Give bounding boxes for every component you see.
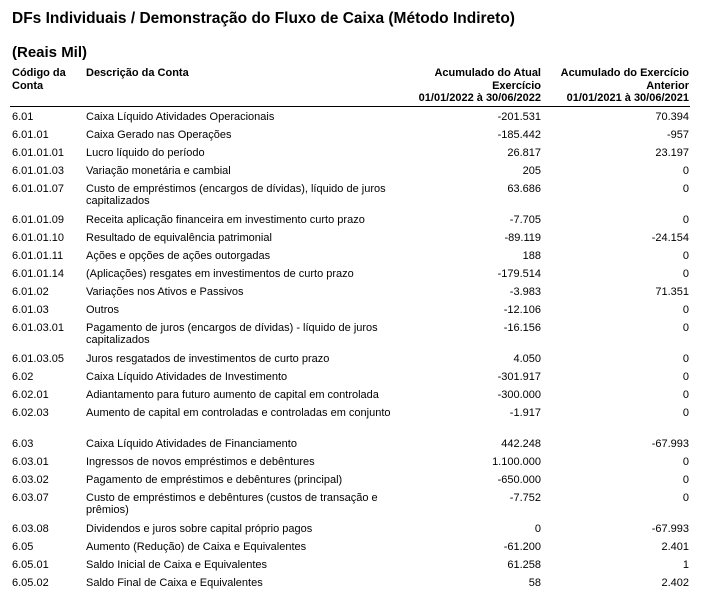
previous-period-value: 0 <box>682 407 689 419</box>
previous-period-value: -24.154 <box>651 232 689 244</box>
table-row <box>0 266 706 284</box>
current-period-value: 58 <box>528 577 541 589</box>
current-period-value: -12.106 <box>503 304 541 316</box>
account-description: Ingressos de novos empréstimos e debêntures <box>86 456 315 468</box>
account-description: (Aplicações) resgates em investimentos de curto prazo <box>86 268 354 280</box>
previous-period-value: 0 <box>682 492 689 504</box>
table-row <box>0 127 706 145</box>
column-header-code-line: Conta <box>12 79 44 92</box>
current-period-value: -3.983 <box>509 286 541 298</box>
account-code: 6.02.01 <box>12 389 49 401</box>
table-row <box>0 248 706 266</box>
current-period-value: 63.686 <box>507 183 541 195</box>
account-description: Receita aplicação financeira em investimento curto prazo <box>86 214 365 226</box>
current-period-value: -61.200 <box>503 541 541 553</box>
account-code: 6.05.01 <box>12 559 49 571</box>
account-code: 6.01.03.05 <box>12 353 64 365</box>
column-header-previous-line: Acumulado do Exercício <box>560 67 689 79</box>
previous-period-value: 0 <box>682 371 689 383</box>
current-period-value: -185.442 <box>497 129 541 141</box>
current-period-value: 61.258 <box>507 559 541 571</box>
account-description: Juros resgatados de investimentos de curto prazo <box>86 353 330 365</box>
current-period-value: -89.119 <box>504 232 541 244</box>
cash-flow-table-body <box>0 109 706 593</box>
table-row <box>0 490 706 521</box>
account-description: Pagamento de empréstimos e debêntures (principal) <box>86 474 343 486</box>
account-code: 6.03.02 <box>12 474 49 486</box>
account-code: 6.05 <box>12 541 34 553</box>
account-code: 6.02 <box>12 371 34 383</box>
table-row <box>0 212 706 230</box>
current-period-value: -650.000 <box>497 474 541 486</box>
account-description: Variações nos Ativos e Passivos <box>86 286 244 298</box>
previous-period-value: 0 <box>682 322 689 334</box>
account-code: 6.01.01 <box>12 129 49 141</box>
table-row <box>0 230 706 248</box>
current-period-value: -1.917 <box>509 407 541 419</box>
account-code: 6.01.03.01 <box>12 322 64 334</box>
account-code: 6.01.01.09 <box>12 214 64 226</box>
column-header-description-label: Descrição da Conta <box>86 67 189 79</box>
previous-period-value: 2.401 <box>661 541 689 553</box>
account-description: Custo de empréstimos (encargos de dívidas), líquido de juros capitalizados <box>86 183 386 207</box>
account-description: Caixa Líquido Atividades de Financiamento <box>86 438 297 450</box>
account-description: Saldo Inicial de Caixa e Equivalentes <box>86 559 268 571</box>
table-row <box>0 539 706 557</box>
current-period-value: -201.531 <box>497 111 541 123</box>
account-code: 6.01.01.01 <box>12 147 64 159</box>
account-code: 6.03.01 <box>12 456 49 468</box>
account-description: Saldo Final de Caixa e Equivalentes <box>86 577 263 589</box>
previous-period-value: 0 <box>682 353 689 365</box>
table-row <box>0 472 706 490</box>
column-header-current-dates: 01/01/2022 à 30/06/2022 <box>418 92 541 104</box>
current-period-value: 188 <box>522 250 541 262</box>
previous-period-value: 0 <box>682 304 689 316</box>
column-header-previous-period <box>546 67 689 105</box>
account-description: Outros <box>86 304 120 316</box>
account-code: 6.02.03 <box>12 407 49 419</box>
page-title: DFs Individuais / Demonstração do Fluxo de Caixa (Método Indireto) <box>12 10 515 27</box>
current-period-value: 4.050 <box>513 353 541 365</box>
previous-period-value: -67.993 <box>651 523 689 535</box>
account-code: 6.03.08 <box>12 523 49 535</box>
account-description: Aumento (Redução) de Caixa e Equivalentes <box>86 541 307 553</box>
account-code: 6.03.07 <box>12 492 49 504</box>
current-period-value: -16.156 <box>503 322 541 334</box>
previous-period-value: 0 <box>682 389 689 401</box>
current-period-value: 442.248 <box>501 438 541 450</box>
account-description: Adiantamento para futuro aumento de capital em controlada <box>86 389 379 401</box>
account-description: Caixa Líquido Atividades Operacionais <box>86 111 275 123</box>
account-code: 6.01.01.10 <box>12 232 64 244</box>
column-header-previous-dates: 01/01/2021 à 30/06/2021 <box>566 92 689 104</box>
previous-period-value: 23.197 <box>655 147 689 159</box>
column-header-current-line: Exercício <box>492 79 541 92</box>
account-code: 6.01.01.07 <box>12 183 64 195</box>
column-header-current-line: Acumulado do Atual <box>434 67 541 79</box>
account-code: 6.01.03 <box>12 304 49 316</box>
previous-period-value: 0 <box>682 456 689 468</box>
column-header-current-period <box>396 67 541 105</box>
previous-period-value: 0 <box>682 474 689 486</box>
current-period-value: -300.000 <box>497 389 541 401</box>
current-period-value: -7.705 <box>509 214 541 226</box>
account-code: 6.01 <box>12 111 34 123</box>
account-description: Aumento de capital em controladas e controladas em conjunto <box>86 407 391 419</box>
current-period-value: 0 <box>534 523 541 535</box>
table-row <box>0 436 706 454</box>
account-code: 6.01.01.03 <box>12 165 64 177</box>
current-period-value: -7.752 <box>509 492 541 504</box>
account-code: 6.03 <box>12 438 34 450</box>
table-row <box>0 557 706 575</box>
current-period-value: 205 <box>522 165 541 177</box>
previous-period-value: 0 <box>682 250 689 262</box>
account-description: Variação monetária e cambial <box>86 165 231 177</box>
previous-period-value: 0 <box>682 165 689 177</box>
account-description: Caixa Gerado nas Operações <box>86 129 232 141</box>
table-row <box>0 405 706 436</box>
account-code: 6.01.01.11 <box>12 250 64 262</box>
account-description: Dividendos e juros sobre capital próprio pagos <box>86 523 313 535</box>
previous-period-value: 0 <box>682 268 689 280</box>
column-header-previous-line: Anterior <box>646 79 689 92</box>
account-code: 6.01.02 <box>12 286 49 298</box>
table-row <box>0 387 706 405</box>
previous-period-value: 1 <box>682 559 689 571</box>
table-row <box>0 181 706 212</box>
current-period-value: -179.514 <box>497 268 541 280</box>
table-row <box>0 521 706 539</box>
current-period-value: 1.100.000 <box>492 456 541 468</box>
current-period-value: 26.817 <box>507 147 541 159</box>
currency-unit-subtitle: (Reais Mil) <box>12 44 88 61</box>
current-period-value: -301.917 <box>497 371 541 383</box>
table-row <box>0 320 706 351</box>
table-row <box>0 284 706 302</box>
account-description: Ações e opções de ações outorgadas <box>86 250 271 262</box>
column-header-description <box>86 67 386 80</box>
previous-period-value: 0 <box>682 183 689 195</box>
account-description: Caixa Líquido Atividades de Investimento <box>86 371 288 383</box>
table-row <box>0 369 706 387</box>
previous-period-value: -67.993 <box>651 438 689 450</box>
account-description: Custo de empréstimos e debêntures (custos de transação e prêmios) <box>86 492 378 516</box>
table-row <box>0 454 706 472</box>
account-description: Pagamento de juros (encargos de dívidas) - líquido de juros capitalizados <box>86 322 378 346</box>
previous-period-value: 2.402 <box>661 577 689 589</box>
column-header-code <box>12 67 78 92</box>
table-row <box>0 163 706 181</box>
table-row <box>0 109 706 127</box>
column-header-code-line: Código da <box>12 67 66 79</box>
previous-period-value: 71.351 <box>655 286 689 298</box>
account-description: Resultado de equivalência patrimonial <box>86 232 272 244</box>
previous-period-value: -957 <box>666 129 689 141</box>
table-row <box>0 351 706 369</box>
previous-period-value: 0 <box>682 214 689 226</box>
table-row <box>0 575 706 593</box>
account-description: Lucro líquido do período <box>86 147 205 159</box>
header-divider <box>10 106 690 107</box>
account-code: 6.01.01.14 <box>12 268 64 280</box>
account-code: 6.05.02 <box>12 577 49 589</box>
previous-period-value: 70.394 <box>655 111 689 123</box>
table-row <box>0 302 706 320</box>
table-row <box>0 145 706 163</box>
